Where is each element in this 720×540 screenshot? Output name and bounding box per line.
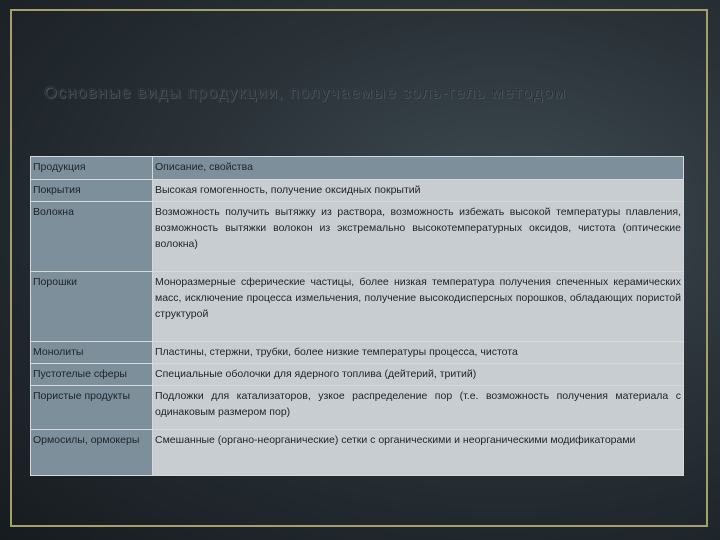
product-name: Ормосилы, ормокеры: [31, 430, 153, 476]
table-row: [31, 272, 684, 342]
products-table: [30, 156, 684, 476]
product-description: Высокая гомогенность, получение оксидных покрытий: [153, 180, 684, 202]
product-name: Пористые продукты: [31, 386, 153, 430]
table-row: [31, 364, 684, 386]
product-name: Монолиты: [31, 342, 153, 364]
product-description: Монoразмерные сферические частицы, более низкая температура получения спеченных керамических масс, исключение процесса измельчения, получение высокодисперсных порошков, обладающих пористой структурой: [153, 272, 684, 342]
product-description: Пластины, стержни, трубки, более низкие температуры процесса, чистота: [153, 342, 684, 364]
table-row: [31, 342, 684, 364]
product-name: Пустотелые сферы: [31, 364, 153, 386]
header-product: Продукция: [31, 157, 153, 180]
product-name: Порошки: [31, 272, 153, 342]
table-header-row: [31, 157, 684, 180]
table-row: [31, 202, 684, 272]
table-row: [31, 430, 684, 476]
product-description: Смешанные (органо-неорганические) сетки с органическими и неорганическими модификаторами: [153, 430, 684, 476]
header-description: Описание, свойства: [153, 157, 684, 180]
table-row: [31, 180, 684, 202]
slide-title: Основные виды продукции, получаемые золь-гель методом: [44, 84, 567, 102]
product-name: Покрытия: [31, 180, 153, 202]
product-description: Подложки для катализаторов, узкое распределение пор (т.е. возможность получения материала с одинаковым размером пор): [153, 386, 684, 430]
product-description: Возможность получить вытяжку из раствора, возможность избежать высокой температуры плавления, возможность вытяжки волокон из экстремально высокотемпературных оксидов, чистота (оптические волокна): [153, 202, 684, 272]
product-description: Специальные оболочки для ядерного топлива (дейтерий, тритий): [153, 364, 684, 386]
product-name: Волокна: [31, 202, 153, 272]
table-row: [31, 386, 684, 430]
